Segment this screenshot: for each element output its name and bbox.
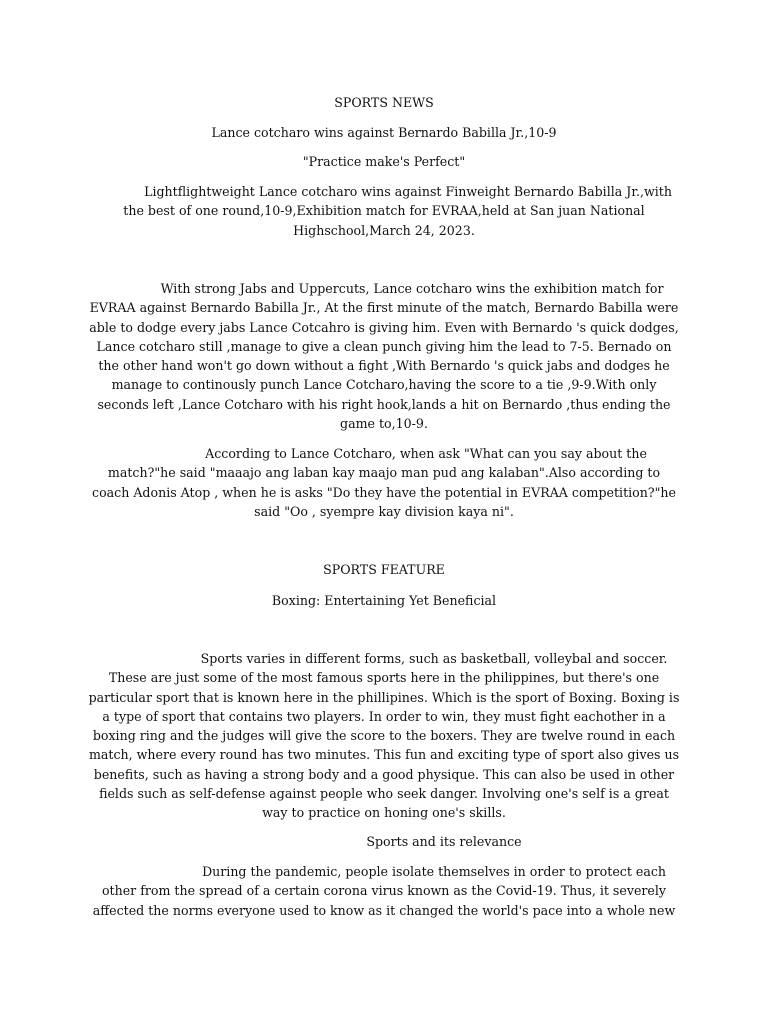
news-heading: SPORTS NEWS bbox=[334, 95, 434, 110]
news-quotes-paragraph: According to Lance Cotcharo, when ask "What can you say about the match?"he said "maaajo ang laban kay maajo man pud ang kalaban".Also according to coach Adonis Atop , when he is asks "Do they have the potential in EVRAA competition?"he said "Oo , syempre kay division kaya ni". bbox=[92, 446, 680, 519]
news-quote: "Practice make's Perfect" bbox=[302, 154, 466, 169]
news-lead-paragraph: Lightflightweight Lance cotcharo wins against Finweight Bernardo Babilla Jr.,with the best of one round,10-9,Exhibition match for EVRAA,held at San juan National Highschool,March 24, 2023. bbox=[96, 184, 676, 238]
news-body-paragraph: With strong Jabs and Uppercuts, Lance cotcharo wins the exhibition match for EVRAA against Bernardo Babilla Jr., At the first minute of the match, Bernardo Babilla were able to dodge every jabs Lance Cotcahro is giving him. Even with Bernardo 's quick dodges, Lance cotcharo still ,manage to give a clean punch giving him the lead to 7-5. Bernado on the other hand won't go down without a fight ,With Bernardo 's quick jabs and dodges he manage to continously punch Lance Cotcharo,having the score to a tie ,9-9.With only seconds left ,Lance Cotcharo with his right hook,lands a hit on Bernardo ,thus ending the game to,10-9. bbox=[89, 281, 683, 432]
feature-body-paragraph: Sports varies in different forms, such as basketball, volleybal and soccer. These are just some of the most famous sports here in the philippines, but there's one particular sport that is known here in the phillipines. Which is the sport of Boxing. Boxing is a type of sport that contains two players. In order to win, they must fight eachother in a boxing ring and the judges will give the score to the boxers. They are twelve round in each match, where every round has two minutes. This fun and exciting type of sport also gives us benefits, such as having a strong body and a good physique. This can also be used in other fields such as self-defense against people who seek danger. Involving one's self is a great way to practice on honing one's skills. bbox=[88, 651, 684, 821]
news-title: Lance cotcharo wins against Bernardo Babilla Jr.,10-9 bbox=[211, 125, 557, 140]
relevance-body-paragraph: During the pandemic, people isolate themselves in order to protect each other from the spread of a certain corona virus known as the Covid-19. Thus, it severely affected the norms everyone used to know as it changed the world's pace into a whole new bbox=[92, 864, 676, 918]
feature-title: Boxing: Entertaining Yet Beneficial bbox=[271, 593, 497, 608]
feature-heading: SPORTS FEATURE bbox=[323, 562, 445, 577]
relevance-heading: Sports and its relevance bbox=[366, 834, 522, 849]
